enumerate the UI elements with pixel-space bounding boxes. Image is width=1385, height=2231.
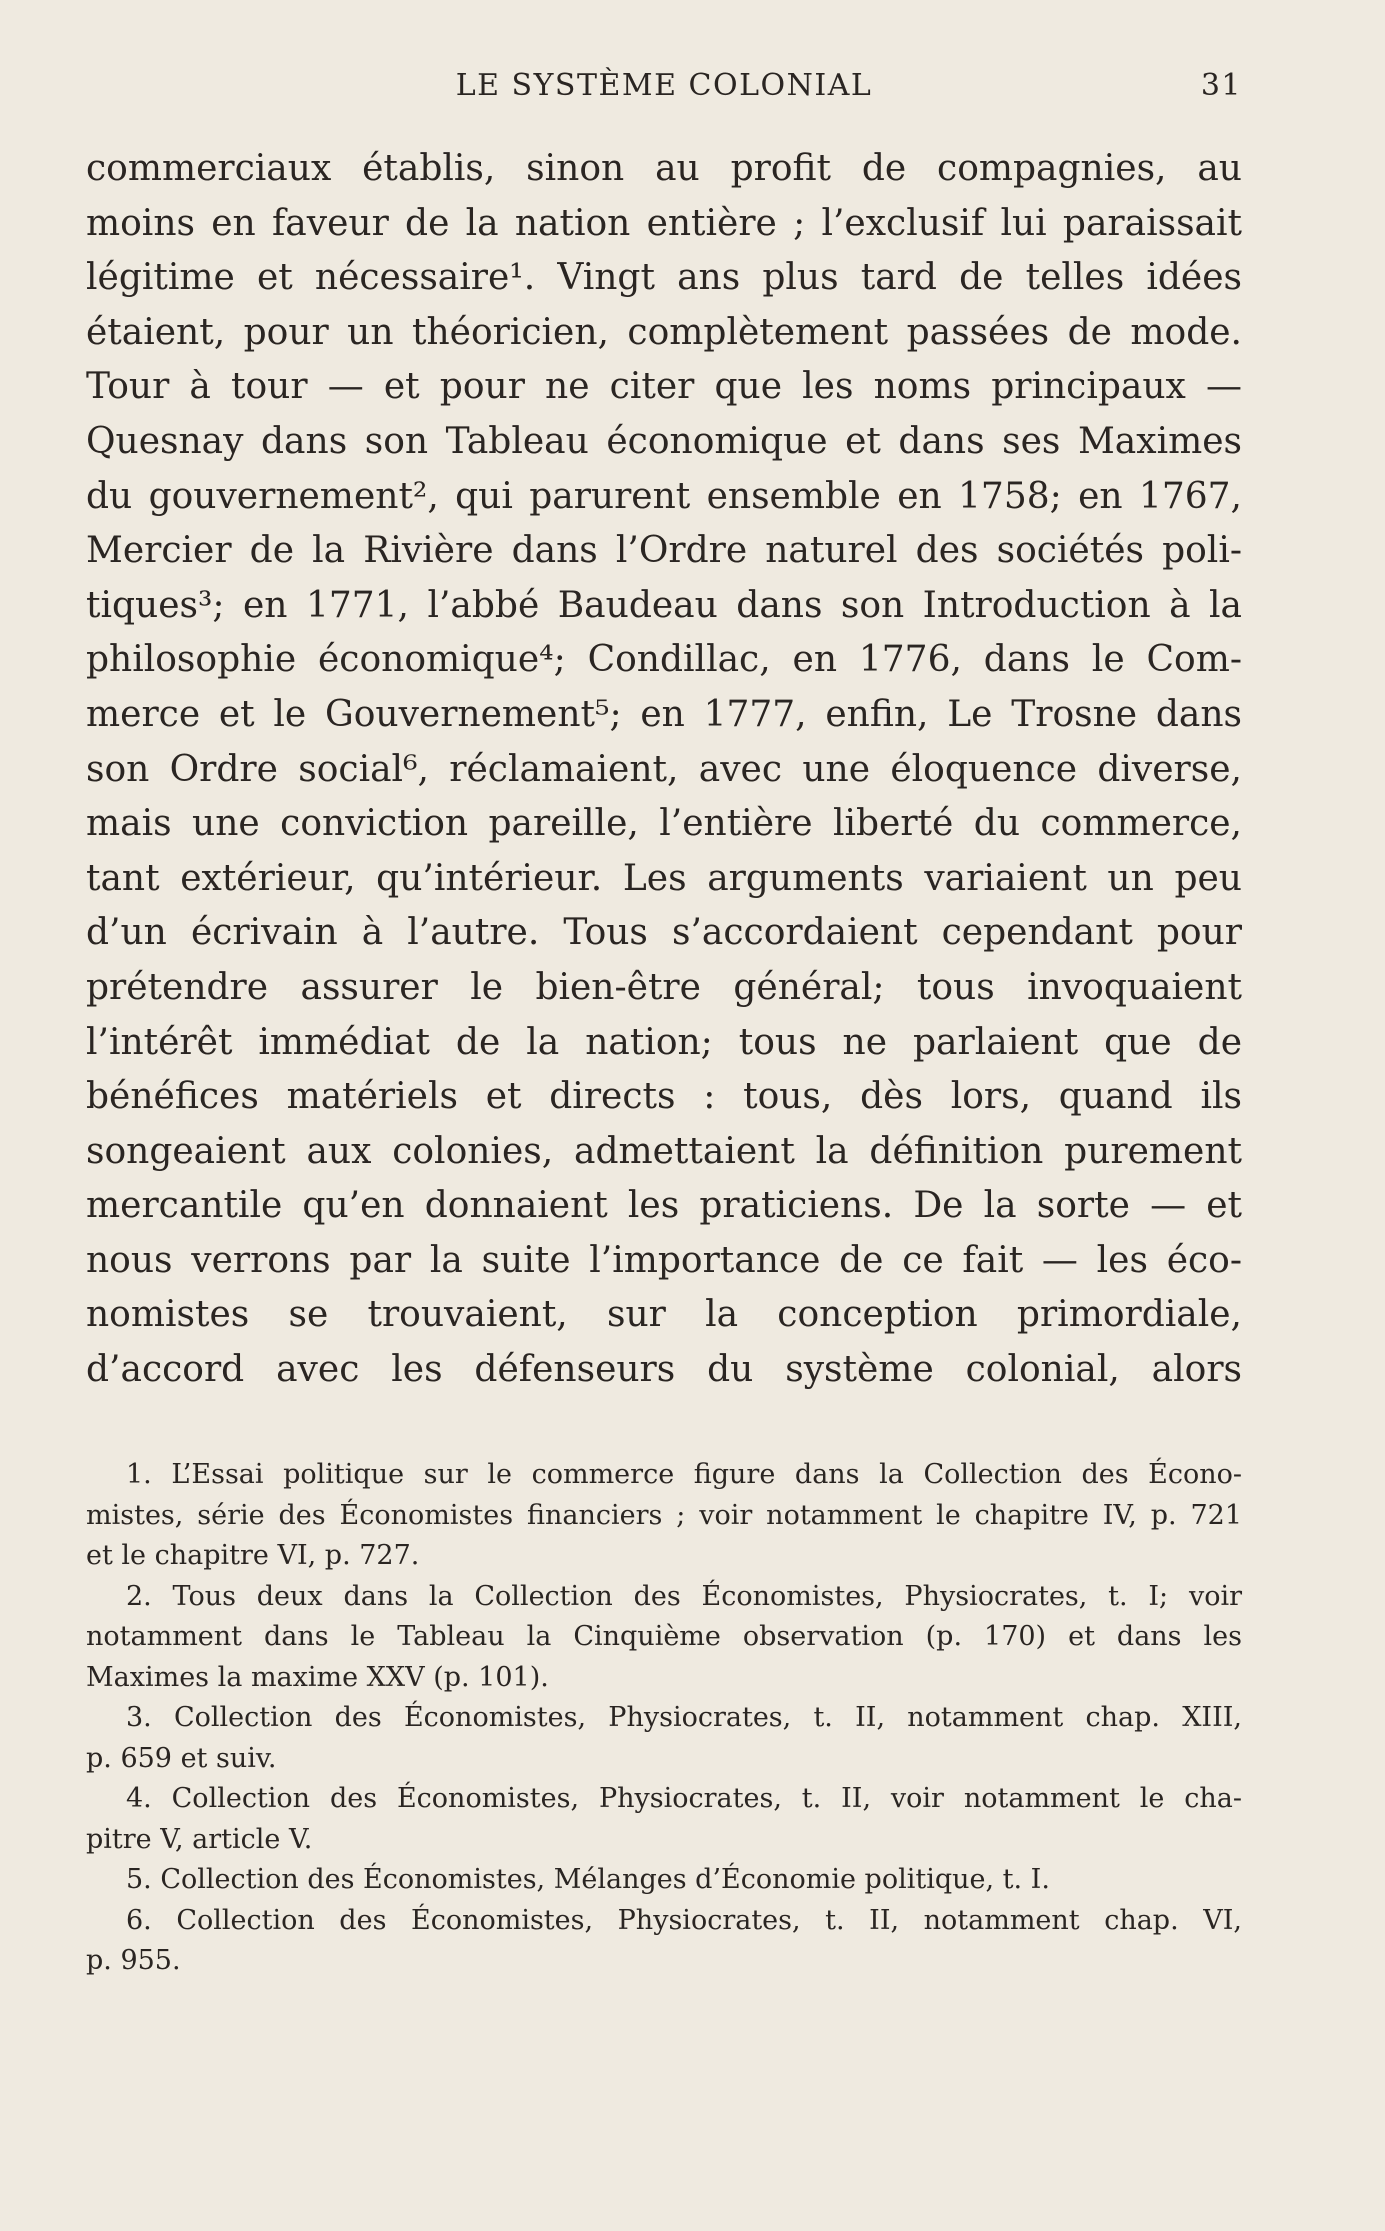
footnote-line: et le chapitre VI, p. 727. (86, 1540, 420, 1571)
text-line: Mercier de la Rivière dans l’Ordre naturel des sociétés poli- (86, 530, 1242, 572)
text-line: nous verrons par la suite l’importance de ce fait — les éco- (86, 1239, 1242, 1281)
footnote-line: notamment dans le Tableau la Cinquième observation (p. 170) et dans les (86, 1621, 1242, 1652)
text-line: légitime et nécessaire¹. Vingt ans plus tard de telles idées (86, 257, 1242, 299)
footnote-line: 1. L’Essai politique sur le commerce figure dans la Collection des Écono- (126, 1459, 1242, 1490)
footnote-line: p. 955. (86, 1945, 181, 1976)
footnote-line: 5. Collection des Économistes, Mélanges d’Économie politique, t. I. (126, 1864, 1050, 1895)
text-line: mercantile qu’en donnaient les praticiens. De la sorte — et (86, 1185, 1242, 1227)
page-header (86, 68, 1242, 116)
footnote-line: p. 659 et suiv. (86, 1742, 277, 1774)
footnote-line: mistes, série des Économistes financiers ; voir notamment le chapitre IV, p. 721 (86, 1499, 1242, 1531)
text-line: bénéfices matériels et directs : tous, dès lors, quand ils (86, 1076, 1242, 1118)
footnote-line: 2. Tous deux dans la Collection des Économistes, Physiocrates, t. I; voir (126, 1580, 1242, 1612)
text-line: tant extérieur, qu’intérieur. Les arguments variaient un peu (86, 857, 1242, 899)
text-line: d’un écrivain à l’autre. Tous s’accordaient cependant pour (86, 912, 1242, 954)
running-title: LE SYSTÈME COLONIAL (455, 68, 873, 103)
text-line: d’accord avec les défenseurs du système colonial, alors (86, 1349, 1242, 1391)
text-line: moins en faveur de la nation entière ; l’exclusif lui paraissait (86, 202, 1242, 244)
text-line: Tour à tour — et pour ne citer que les noms principaux — (86, 366, 1242, 408)
text-line: merce et le Gouvernement⁵; en 1777, enfin, Le Trosne dans (86, 693, 1242, 735)
text-line: philosophie économique⁴; Condillac, en 1776, dans le Com- (86, 639, 1242, 681)
text-line: du gouvernement², qui parurent ensemble en 1758; en 1767, (86, 475, 1242, 517)
text-line: son Ordre social⁶, réclamaient, avec une éloquence diverse, (86, 748, 1242, 790)
text-line: commerciaux établis, sinon au profit de compagnies, au (86, 148, 1242, 189)
text-line: nomistes se trouvaient, sur la conception primordiale, (86, 1294, 1242, 1336)
text-line: Quesnay dans son Tableau économique et dans ses Maximes (86, 420, 1242, 462)
text-line: tiques³; en 1771, l’abbé Baudeau dans son Introduction à la (86, 584, 1242, 626)
footnote-line: pitre V, article V. (86, 1823, 313, 1855)
text-line: l’intérêt immédiat de la nation; tous ne parlaient que de (86, 1021, 1242, 1063)
text-line: étaient, pour un théoricien, complètement passées de mode. (86, 311, 1242, 353)
footnotes (86, 1455, 1242, 1982)
footnote-line: 3. Collection des Économistes, Physiocrates, t. II, notamment chap. XIII, (126, 1702, 1242, 1733)
text-line: prétendre assurer le bien-être général; tous invoquaient (86, 966, 1242, 1008)
footnote-line: 4. Collection des Économistes, Physiocrates, t. II, voir notamment le cha- (126, 1783, 1242, 1814)
page-number: 31 (1200, 68, 1242, 103)
text-line: mais une conviction pareille, l’entière liberté du commerce, (86, 803, 1242, 845)
main-text (86, 142, 1242, 1398)
text-line: songeaient aux colonies, admettaient la définition purement (86, 1130, 1242, 1172)
footnote-line: Maximes la maxime XXV (p. 101). (86, 1661, 549, 1693)
footnote-line: 6. Collection des Économistes, Physiocrates, t. II, notamment chap. VI, (126, 1904, 1242, 1936)
